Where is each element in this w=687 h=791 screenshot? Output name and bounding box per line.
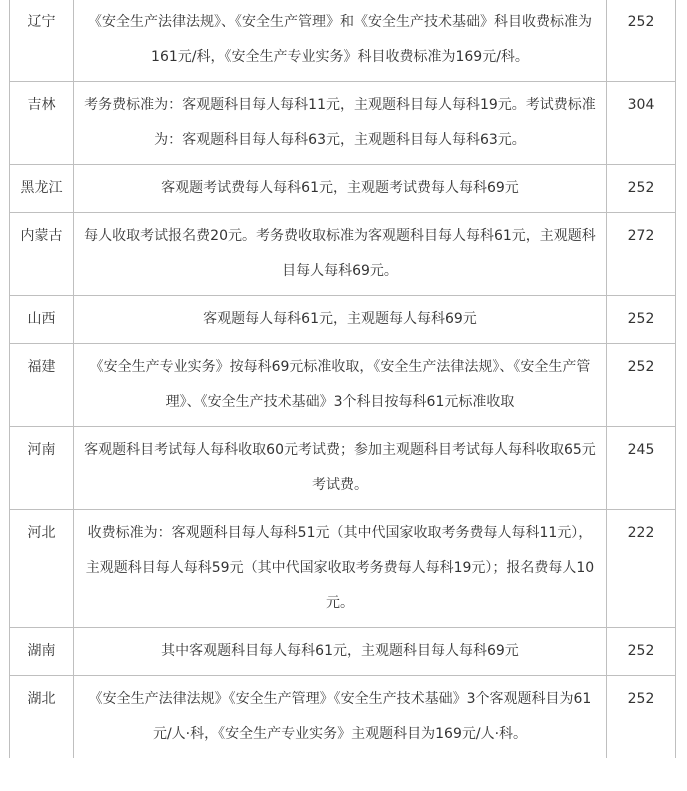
fee-description-cell: 《安全生产专业实务》按每科69元标准收取，《安全生产法律法规》、《安全生产管理》、《安全生产技术基础》3个科目按每科61元标准收取 bbox=[74, 344, 607, 427]
fee-description-cell: 客观题科目考试每人每科收取60元考试费；参加主观题科目考试每人每科收取65元考试费。 bbox=[74, 427, 607, 510]
region-cell: 河北 bbox=[10, 510, 74, 628]
fee-description-cell: 考务费标准为：客观题科目每人每科11元，主观题科目每人每科19元。考试费标准为：客观题科目每人每科63元，主观题科目每人每科63元。 bbox=[74, 82, 607, 165]
fee-total-cell: 245 bbox=[607, 427, 676, 510]
region-cell: 黑龙江 bbox=[10, 165, 74, 213]
region-cell: 湖南 bbox=[10, 628, 74, 676]
fee-total-cell: 252 bbox=[607, 628, 676, 676]
fee-description-cell: 收费标准为：客观题科目每人每科51元（其中代国家收取考务费每人每科11元），主观题科目每人每科59元（其中代国家收取考务费每人每科19元）；报名费每人10元。 bbox=[74, 510, 607, 628]
fee-total-cell: 272 bbox=[607, 213, 676, 296]
table-row bbox=[10, 510, 676, 628]
fee-description-cell: 客观题考试费每人每科61元，主观题考试费每人每科69元 bbox=[74, 165, 607, 213]
fee-description-cell: 每人收取考试报名费20元。考务费收取标准为客观题科目每人每科61元，主观题科目每人每科69元。 bbox=[74, 213, 607, 296]
region-cell: 湖北 bbox=[10, 676, 74, 759]
table-row bbox=[10, 427, 676, 510]
table-row bbox=[10, 676, 676, 759]
region-cell: 吉林 bbox=[10, 82, 74, 165]
fee-total-cell: 252 bbox=[607, 344, 676, 427]
fee-total-cell: 252 bbox=[607, 676, 676, 759]
region-cell: 河南 bbox=[10, 427, 74, 510]
fee-total-cell: 304 bbox=[607, 82, 676, 165]
table-row bbox=[10, 165, 676, 213]
fee-description-cell: 客观题每人每科61元，主观题每人每科69元 bbox=[74, 296, 607, 344]
region-cell: 内蒙古 bbox=[10, 213, 74, 296]
region-cell: 辽宁 bbox=[10, 0, 74, 82]
fee-total-cell: 252 bbox=[607, 296, 676, 344]
region-cell: 福建 bbox=[10, 344, 74, 427]
fee-total-cell: 252 bbox=[607, 0, 676, 82]
fee-description-cell: 《安全生产法律法规》《安全生产管理》《安全生产技术基础》3个客观题科目为61元/人·科，《安全生产专业实务》主观题科目为169元/人·科。 bbox=[74, 676, 607, 759]
table-row bbox=[10, 628, 676, 676]
region-cell: 山西 bbox=[10, 296, 74, 344]
fee-description-cell: 《安全生产法律法规》、《安全生产管理》和《安全生产技术基础》科目收费标准为161元/科，《安全生产专业实务》科目收费标准为169元/科。 bbox=[74, 0, 607, 82]
fee-description-cell: 其中客观题科目每人每科61元，主观题科目每人每科69元 bbox=[74, 628, 607, 676]
fee-total-cell: 222 bbox=[607, 510, 676, 628]
table-row bbox=[10, 82, 676, 165]
exam-fee-table bbox=[9, 0, 676, 758]
table-row bbox=[10, 0, 676, 82]
table-row bbox=[10, 213, 676, 296]
table-row bbox=[10, 344, 676, 427]
table-row bbox=[10, 296, 676, 344]
fee-total-cell: 252 bbox=[607, 165, 676, 213]
